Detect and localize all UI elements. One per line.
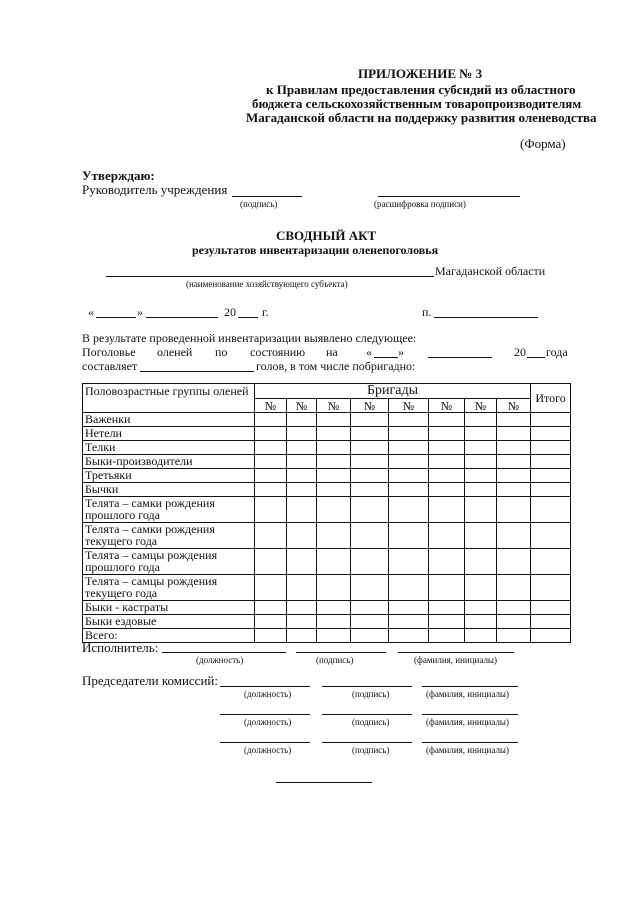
table-row <box>83 575 571 601</box>
executor-label: Исполнитель: <box>82 640 159 655</box>
act-subtitle: результатов инвентаризации оленепоголовья <box>192 243 439 257</box>
head-sign-caption: (подпись) <box>240 199 278 209</box>
row-label: Телята – самки рождения прошлого года <box>83 497 255 523</box>
commission-label: Председатели комиссий: <box>82 673 218 688</box>
appendix-line-2: бюджета сельскохозяйственным товаропроизводителям <box>252 96 582 111</box>
region-label: Магаданской области <box>435 264 546 278</box>
table-row <box>83 427 571 441</box>
executor-name-caption: (фамилия, инициалы) <box>414 655 497 665</box>
row-label: Телята – самки рождения текущего года <box>83 523 255 549</box>
commission-position-caption-3: (должность) <box>244 745 292 755</box>
commission-sign-line-1 <box>322 686 412 687</box>
row-label: Телята – самцы рождения текущего года <box>83 575 255 601</box>
commission-sign-line-2 <box>322 714 412 715</box>
appendix-line-1: к Правилам предоставления субсидий из областного <box>266 82 576 97</box>
table-row <box>83 497 571 523</box>
date-day-line <box>96 317 136 318</box>
total-header: Итого <box>531 384 571 413</box>
row-label: Телята – самцы рождения прошлого года <box>83 549 255 575</box>
executor-sign-caption: (подпись) <box>316 655 354 665</box>
row-label: Третьяки <box>83 469 255 483</box>
year-suffix: г. <box>262 305 269 319</box>
brigade-num: № <box>429 399 465 413</box>
year-prefix: 20 <box>224 305 236 319</box>
commission-name-line-3 <box>422 742 518 743</box>
commission-name-caption-1: (фамилия, инициалы) <box>426 689 509 699</box>
place-prefix: п. <box>422 305 432 319</box>
brigade-num: № <box>317 399 351 413</box>
date-month-line <box>146 317 218 318</box>
entity-line <box>106 276 434 277</box>
entity-caption: (наименование хозяйствующего субъекта) <box>186 279 348 289</box>
intro-line-3-end: голов, в том числе побригадно: <box>256 359 416 373</box>
intro-line-1: В результате проведенной инвентаризации выявлено следующее: <box>82 331 417 345</box>
row-label: Быки ездовые <box>83 615 255 629</box>
intro-year-word: года <box>546 345 568 359</box>
head-decode-caption: (расшифровка подписи) <box>374 199 466 209</box>
row-label: Нетели <box>83 427 255 441</box>
commission-position-line-1 <box>220 686 310 687</box>
table-row <box>83 469 571 483</box>
commission-name-caption-3: (фамилия, инициалы) <box>426 745 509 755</box>
table-row <box>83 455 571 469</box>
intro-word-5: на <box>326 345 338 359</box>
table-row <box>83 615 571 629</box>
intro-word-1: Поголовье <box>82 345 136 359</box>
table-row <box>83 413 571 427</box>
table-row <box>83 601 571 615</box>
commission-name-line-2 <box>422 714 518 715</box>
commission-sign-caption-2: (подпись) <box>352 717 390 727</box>
table-row <box>83 523 571 549</box>
approve-title: Утверждаю: <box>82 168 155 183</box>
table-row <box>83 483 571 497</box>
row-label: Бычки <box>83 483 255 497</box>
commission-position-line-3 <box>220 742 310 743</box>
brigades-header: Бригады <box>255 384 531 399</box>
intro-month-line <box>428 357 492 358</box>
commission-sign-caption-1: (подпись) <box>352 689 390 699</box>
executor-sign-line <box>296 652 386 653</box>
place-line <box>434 317 538 318</box>
commission-name-line-1 <box>422 686 518 687</box>
row-label: Быки-производители <box>83 455 255 469</box>
intro-close-quote: » <box>398 345 404 359</box>
commission-sign-caption-3: (подпись) <box>352 745 390 755</box>
brigade-num: № <box>497 399 531 413</box>
row-label: Всего: <box>83 629 255 643</box>
appendix-title: ПРИЛОЖЕНИЕ № 3 <box>358 66 483 81</box>
footer-separator <box>276 782 372 783</box>
brigade-num: № <box>389 399 429 413</box>
intro-year-prefix: 20 <box>514 345 526 359</box>
commission-position-line-2 <box>220 714 310 715</box>
commission-name-caption-2: (фамилия, инициалы) <box>426 717 509 727</box>
year-line <box>238 317 258 318</box>
head-label: Руководитель учреждения <box>82 182 228 197</box>
commission-position-caption-1: (должность) <box>244 689 292 699</box>
intro-day-line <box>374 357 398 358</box>
intro-word-2: оленей <box>157 345 193 359</box>
row-label: Быки - кастраты <box>83 601 255 615</box>
head-sign-line <box>232 196 302 197</box>
group-header: Половозрастные группы оленей <box>83 384 255 413</box>
intro-word-3: по <box>215 345 228 359</box>
intro-line-3-start: составляет <box>82 359 138 373</box>
intro-year-line <box>527 357 545 358</box>
commission-position-caption-2: (должность) <box>244 717 292 727</box>
brigade-num: № <box>465 399 497 413</box>
appendix-line-3: Магаданской области на поддержку развития оленеводства <box>246 110 597 125</box>
table-row <box>83 549 571 575</box>
intro-total-line <box>140 371 254 372</box>
act-title: СВОДНЫЙ АКТ <box>276 228 377 243</box>
inventory-table <box>82 383 571 643</box>
executor-name-line <box>398 652 514 653</box>
commission-sign-line-3 <box>322 742 412 743</box>
intro-open-quote: « <box>366 345 372 359</box>
executor-position-caption: (должность) <box>196 655 244 665</box>
row-label: Телки <box>83 441 255 455</box>
head-decode-line <box>378 196 520 197</box>
brigade-num: № <box>287 399 317 413</box>
intro-word-4: состоянию <box>250 345 306 359</box>
row-label: Важенки <box>83 413 255 427</box>
form-label: (Форма) <box>520 136 566 151</box>
table-row <box>83 441 571 455</box>
brigade-num: № <box>255 399 287 413</box>
date-open-quote: « <box>88 305 94 319</box>
brigade-num: № <box>351 399 389 413</box>
executor-position-line <box>162 652 286 653</box>
date-close-quote: » <box>137 305 143 319</box>
